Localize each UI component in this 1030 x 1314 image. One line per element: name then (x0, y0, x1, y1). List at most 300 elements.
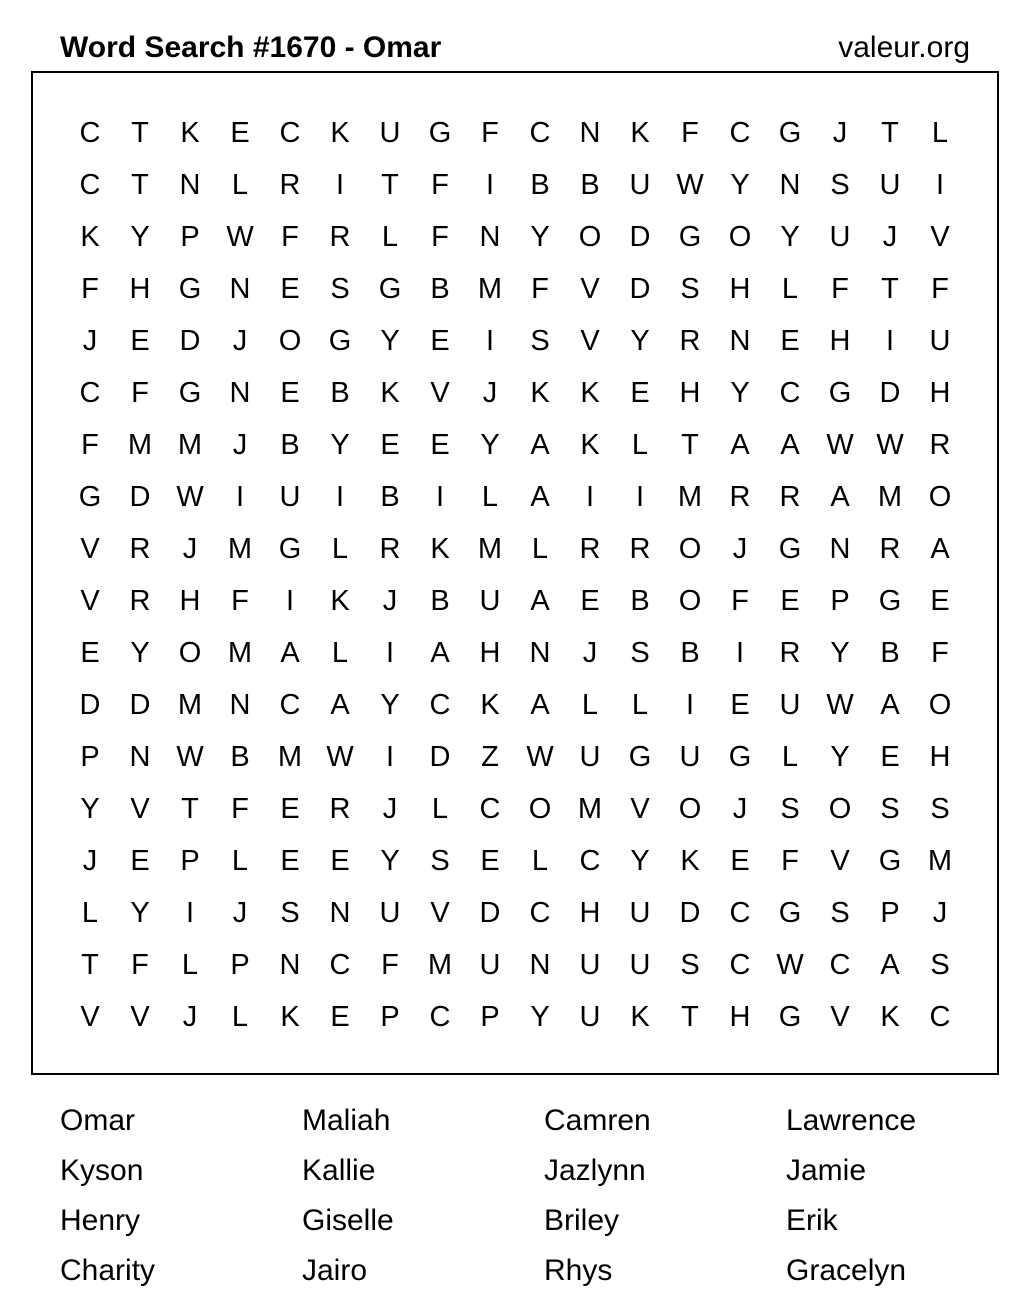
grid-letter[interactable]: F (131, 377, 149, 409)
grid-letter[interactable]: N (229, 689, 251, 721)
grid-letter[interactable]: B (330, 377, 350, 409)
grid-letter[interactable]: L (381, 221, 399, 253)
grid-letter[interactable]: M (877, 481, 903, 513)
grid-letter[interactable]: D (429, 741, 451, 773)
grid-letter[interactable]: W (226, 221, 254, 253)
grid-letter[interactable]: G (878, 845, 902, 877)
grid-letter[interactable]: F (231, 793, 249, 825)
grid-letter[interactable]: F (931, 273, 949, 305)
grid-letter[interactable]: K (330, 585, 350, 617)
grid-letter[interactable]: N (329, 897, 351, 929)
grid-letter[interactable]: L (331, 533, 349, 565)
grid-letter[interactable]: F (731, 585, 749, 617)
grid-letter[interactable]: P (230, 949, 250, 981)
grid-letter[interactable]: E (480, 845, 500, 877)
grid-letter[interactable]: J (182, 533, 198, 565)
grid-letter[interactable]: D (629, 221, 651, 253)
grid-letter[interactable]: F (281, 221, 299, 253)
grid-letter[interactable]: Y (730, 377, 750, 409)
grid-letter[interactable]: O (828, 793, 852, 825)
grid-letter[interactable]: J (232, 897, 248, 929)
grid-letter[interactable]: J (832, 117, 848, 149)
grid-letter[interactable]: E (130, 325, 150, 357)
grid-letter[interactable]: L (531, 845, 549, 877)
grid-letter[interactable]: B (530, 169, 550, 201)
grid-letter[interactable]: W (176, 481, 204, 513)
grid-letter[interactable]: R (579, 533, 601, 565)
grid-letter[interactable]: H (829, 325, 851, 357)
grid-letter[interactable]: P (380, 1001, 400, 1033)
grid-letter[interactable]: F (681, 117, 699, 149)
grid-letter[interactable]: E (430, 325, 450, 357)
grid-letter[interactable]: S (830, 169, 850, 201)
grid-letter[interactable]: N (529, 949, 551, 981)
grid-letter[interactable]: H (179, 585, 201, 617)
grid-letter[interactable]: I (235, 481, 245, 513)
grid-letter[interactable]: U (479, 949, 501, 981)
grid-letter[interactable]: G (328, 325, 352, 357)
grid-letter[interactable]: E (380, 429, 400, 461)
grid-letter[interactable]: W (776, 949, 804, 981)
grid-letter[interactable]: E (880, 741, 900, 773)
grid-letter[interactable]: T (681, 429, 699, 461)
grid-letter[interactable]: U (629, 169, 651, 201)
grid-letter[interactable]: V (430, 377, 450, 409)
grid-letter[interactable]: Y (630, 325, 650, 357)
grid-letter[interactable]: B (630, 585, 650, 617)
grid-letter[interactable]: N (829, 533, 851, 565)
grid-letter[interactable]: O (728, 221, 752, 253)
grid-letter[interactable]: O (928, 689, 952, 721)
grid-letter[interactable]: W (326, 741, 354, 773)
grid-letter[interactable]: C (729, 949, 751, 981)
grid-letter[interactable]: U (679, 741, 701, 773)
grid-letter[interactable]: Y (530, 1001, 550, 1033)
grid-letter[interactable]: C (829, 949, 851, 981)
grid-letter[interactable]: Y (330, 429, 350, 461)
grid-letter[interactable]: E (130, 845, 150, 877)
grid-letter[interactable]: M (127, 429, 153, 461)
grid-letter[interactable]: C (279, 117, 301, 149)
grid-letter[interactable]: O (578, 221, 602, 253)
grid-letter[interactable]: N (129, 741, 151, 773)
grid-letter[interactable]: I (335, 169, 345, 201)
grid-letter[interactable]: U (379, 897, 401, 929)
grid-letter[interactable]: P (80, 741, 100, 773)
grid-letter[interactable]: C (929, 1001, 951, 1033)
grid-letter[interactable]: U (479, 585, 501, 617)
grid-letter[interactable]: I (485, 169, 495, 201)
grid-letter[interactable]: C (529, 897, 551, 929)
grid-letter[interactable]: L (481, 481, 499, 513)
grid-letter[interactable]: C (429, 1001, 451, 1033)
grid-letter[interactable]: K (680, 845, 700, 877)
grid-letter[interactable]: S (930, 949, 950, 981)
grid-letter[interactable]: W (876, 429, 904, 461)
grid-letter[interactable]: Y (380, 689, 400, 721)
grid-letter[interactable]: G (178, 273, 202, 305)
grid-letter[interactable]: L (581, 689, 599, 721)
grid-letter[interactable]: N (279, 949, 301, 981)
grid-letter[interactable]: A (430, 637, 450, 669)
grid-letter[interactable]: V (430, 897, 450, 929)
grid-letter[interactable]: A (530, 689, 550, 721)
grid-letter[interactable]: S (530, 325, 550, 357)
grid-letter[interactable]: W (676, 169, 704, 201)
grid-letter[interactable]: M (927, 845, 953, 877)
grid-letter[interactable]: N (179, 169, 201, 201)
grid-letter[interactable]: I (935, 169, 945, 201)
grid-letter[interactable]: I (185, 897, 195, 929)
grid-letter[interactable]: U (279, 481, 301, 513)
grid-letter[interactable]: R (279, 169, 301, 201)
grid-letter[interactable]: L (531, 533, 549, 565)
grid-letter[interactable]: H (729, 1001, 751, 1033)
grid-letter[interactable]: V (830, 845, 850, 877)
grid-letter[interactable]: J (232, 429, 248, 461)
grid-letter[interactable]: W (826, 429, 854, 461)
grid-letter[interactable]: W (826, 689, 854, 721)
grid-letter[interactable]: T (131, 117, 149, 149)
grid-letter[interactable]: J (232, 325, 248, 357)
grid-letter[interactable]: S (280, 897, 300, 929)
grid-letter[interactable]: O (528, 793, 552, 825)
grid-letter[interactable]: G (778, 897, 802, 929)
grid-letter[interactable]: A (880, 689, 900, 721)
grid-letter[interactable]: G (878, 585, 902, 617)
grid-letter[interactable]: L (631, 429, 649, 461)
grid-letter[interactable]: M (477, 533, 503, 565)
grid-letter[interactable]: F (231, 585, 249, 617)
grid-letter[interactable]: M (177, 429, 203, 461)
grid-letter[interactable]: C (79, 117, 101, 149)
grid-letter[interactable]: K (630, 1001, 650, 1033)
grid-letter[interactable]: R (629, 533, 651, 565)
grid-letter[interactable]: J (382, 585, 398, 617)
grid-letter[interactable]: S (780, 793, 800, 825)
grid-letter[interactable]: A (880, 949, 900, 981)
grid-letter[interactable]: T (881, 117, 899, 149)
grid-letter[interactable]: F (931, 637, 949, 669)
grid-letter[interactable]: O (678, 793, 702, 825)
grid-letter[interactable]: D (129, 689, 151, 721)
grid-letter[interactable]: U (829, 221, 851, 253)
grid-letter[interactable]: U (779, 689, 801, 721)
grid-letter[interactable]: G (828, 377, 852, 409)
grid-letter[interactable]: C (429, 689, 451, 721)
grid-letter[interactable]: G (428, 117, 452, 149)
grid-letter[interactable]: K (380, 377, 400, 409)
grid-letter[interactable]: L (781, 273, 799, 305)
grid-letter[interactable]: I (735, 637, 745, 669)
grid-letter[interactable]: R (129, 533, 151, 565)
grid-letter[interactable]: H (929, 377, 951, 409)
grid-letter[interactable]: J (82, 325, 98, 357)
grid-letter[interactable]: L (631, 689, 649, 721)
grid-letter[interactable]: I (635, 481, 645, 513)
grid-letter[interactable]: G (778, 533, 802, 565)
grid-letter[interactable]: P (180, 221, 200, 253)
grid-letter[interactable]: Y (630, 845, 650, 877)
grid-letter[interactable]: V (630, 793, 650, 825)
grid-letter[interactable]: O (928, 481, 952, 513)
grid-letter[interactable]: U (579, 949, 601, 981)
grid-letter[interactable]: K (330, 117, 350, 149)
grid-letter[interactable]: E (80, 637, 100, 669)
grid-letter[interactable]: I (335, 481, 345, 513)
grid-letter[interactable]: Y (730, 169, 750, 201)
grid-letter[interactable]: W (526, 741, 554, 773)
grid-letter[interactable]: A (930, 533, 950, 565)
grid-letter[interactable]: R (929, 429, 951, 461)
grid-letter[interactable]: H (129, 273, 151, 305)
grid-letter[interactable]: L (781, 741, 799, 773)
grid-letter[interactable]: C (579, 845, 601, 877)
grid-letter[interactable]: L (231, 1001, 249, 1033)
grid-letter[interactable]: T (131, 169, 149, 201)
grid-letter[interactable]: C (779, 377, 801, 409)
grid-letter[interactable]: M (677, 481, 703, 513)
grid-letter[interactable]: U (629, 897, 651, 929)
grid-letter[interactable]: E (730, 845, 750, 877)
grid-letter[interactable]: J (182, 1001, 198, 1033)
grid-letter[interactable]: W (176, 741, 204, 773)
grid-letter[interactable]: N (579, 117, 601, 149)
grid-letter[interactable]: S (630, 637, 650, 669)
grid-letter[interactable]: V (930, 221, 950, 253)
grid-letter[interactable]: P (880, 897, 900, 929)
grid-letter[interactable]: R (779, 481, 801, 513)
grid-letter[interactable]: D (679, 897, 701, 929)
grid-letter[interactable]: D (129, 481, 151, 513)
grid-letter[interactable]: F (381, 949, 399, 981)
grid-letter[interactable]: M (577, 793, 603, 825)
grid-letter[interactable]: F (781, 845, 799, 877)
grid-letter[interactable]: T (181, 793, 199, 825)
grid-letter[interactable]: R (779, 637, 801, 669)
grid-letter[interactable]: R (329, 221, 351, 253)
grid-letter[interactable]: D (629, 273, 651, 305)
grid-letter[interactable]: T (381, 169, 399, 201)
grid-letter[interactable]: L (931, 117, 949, 149)
grid-letter[interactable]: A (530, 585, 550, 617)
grid-letter[interactable]: E (780, 585, 800, 617)
grid-letter[interactable]: S (830, 897, 850, 929)
grid-letter[interactable]: V (80, 533, 100, 565)
grid-letter[interactable]: H (929, 741, 951, 773)
grid-letter[interactable]: I (435, 481, 445, 513)
grid-letter[interactable]: G (278, 533, 302, 565)
grid-letter[interactable]: R (729, 481, 751, 513)
grid-letter[interactable]: J (732, 793, 748, 825)
grid-letter[interactable]: K (530, 377, 550, 409)
grid-letter[interactable]: E (580, 585, 600, 617)
grid-letter[interactable]: H (579, 897, 601, 929)
grid-letter[interactable]: G (378, 273, 402, 305)
grid-letter[interactable]: S (680, 273, 700, 305)
grid-letter[interactable]: A (830, 481, 850, 513)
grid-letter[interactable]: F (81, 429, 99, 461)
grid-letter[interactable]: E (430, 429, 450, 461)
grid-letter[interactable]: E (280, 273, 300, 305)
grid-letter[interactable]: K (580, 377, 600, 409)
grid-letter[interactable]: J (582, 637, 598, 669)
grid-letter[interactable]: T (81, 949, 99, 981)
grid-letter[interactable]: Y (530, 221, 550, 253)
grid-letter[interactable]: J (482, 377, 498, 409)
grid-letter[interactable]: O (678, 533, 702, 565)
grid-letter[interactable]: T (881, 273, 899, 305)
grid-letter[interactable]: A (530, 481, 550, 513)
grid-letter[interactable]: K (80, 221, 100, 253)
grid-letter[interactable]: V (80, 1001, 100, 1033)
grid-letter[interactable]: C (79, 169, 101, 201)
grid-letter[interactable]: S (880, 793, 900, 825)
grid-letter[interactable]: N (229, 377, 251, 409)
grid-letter[interactable]: U (579, 1001, 601, 1033)
grid-letter[interactable]: F (81, 273, 99, 305)
grid-letter[interactable]: I (385, 637, 395, 669)
grid-letter[interactable]: K (480, 689, 500, 721)
grid-letter[interactable]: S (680, 949, 700, 981)
grid-letter[interactable]: V (130, 1001, 150, 1033)
grid-letter[interactable]: K (180, 117, 200, 149)
grid-letter[interactable]: M (227, 533, 253, 565)
grid-letter[interactable]: N (779, 169, 801, 201)
grid-letter[interactable]: E (230, 117, 250, 149)
grid-letter[interactable]: Y (80, 793, 100, 825)
grid-letter[interactable]: J (82, 845, 98, 877)
grid-letter[interactable]: B (880, 637, 900, 669)
grid-letter[interactable]: L (81, 897, 99, 929)
grid-letter[interactable]: A (530, 429, 550, 461)
grid-letter[interactable]: Y (130, 221, 150, 253)
grid-letter[interactable]: B (280, 429, 300, 461)
grid-letter[interactable]: Y (780, 221, 800, 253)
grid-letter[interactable]: D (879, 377, 901, 409)
grid-letter[interactable]: A (280, 637, 300, 669)
grid-letter[interactable]: K (630, 117, 650, 149)
grid-letter[interactable]: L (181, 949, 199, 981)
grid-letter[interactable]: V (80, 585, 100, 617)
grid-letter[interactable]: I (685, 689, 695, 721)
grid-letter[interactable]: J (932, 897, 948, 929)
grid-letter[interactable]: D (179, 325, 201, 357)
grid-letter[interactable]: R (129, 585, 151, 617)
grid-letter[interactable]: Y (480, 429, 500, 461)
grid-letter[interactable]: E (780, 325, 800, 357)
grid-letter[interactable]: L (231, 169, 249, 201)
grid-letter[interactable]: M (477, 273, 503, 305)
grid-letter[interactable]: N (529, 637, 551, 669)
grid-letter[interactable]: F (531, 273, 549, 305)
grid-letter[interactable]: B (680, 637, 700, 669)
grid-letter[interactable]: Y (830, 741, 850, 773)
grid-letter[interactable]: O (178, 637, 202, 669)
grid-letter[interactable]: M (277, 741, 303, 773)
grid-letter[interactable]: G (778, 1001, 802, 1033)
grid-letter[interactable]: U (579, 741, 601, 773)
grid-letter[interactable]: P (830, 585, 850, 617)
grid-letter[interactable]: R (679, 325, 701, 357)
grid-letter[interactable]: H (479, 637, 501, 669)
grid-letter[interactable]: V (830, 1001, 850, 1033)
grid-letter[interactable]: E (280, 845, 300, 877)
grid-letter[interactable]: S (930, 793, 950, 825)
grid-letter[interactable]: R (379, 533, 401, 565)
grid-letter[interactable]: I (285, 585, 295, 617)
grid-letter[interactable]: R (879, 533, 901, 565)
grid-letter[interactable]: K (880, 1001, 900, 1033)
grid-letter[interactable]: F (431, 221, 449, 253)
grid-letter[interactable]: C (329, 949, 351, 981)
grid-letter[interactable]: E (630, 377, 650, 409)
grid-letter[interactable]: H (729, 273, 751, 305)
grid-letter[interactable]: O (278, 325, 302, 357)
grid-letter[interactable]: M (227, 637, 253, 669)
grid-letter[interactable]: L (231, 845, 249, 877)
grid-letter[interactable]: K (580, 429, 600, 461)
grid-letter[interactable]: Y (380, 845, 400, 877)
grid-letter[interactable]: C (529, 117, 551, 149)
grid-letter[interactable]: S (430, 845, 450, 877)
grid-letter[interactable]: V (130, 793, 150, 825)
grid-letter[interactable]: C (79, 377, 101, 409)
grid-letter[interactable]: S (330, 273, 350, 305)
grid-letter[interactable]: Y (130, 637, 150, 669)
grid-letter[interactable]: J (732, 533, 748, 565)
grid-letter[interactable]: I (885, 325, 895, 357)
grid-letter[interactable]: U (379, 117, 401, 149)
grid-letter[interactable]: M (427, 949, 453, 981)
grid-letter[interactable]: Y (830, 637, 850, 669)
grid-letter[interactable]: Z (481, 741, 499, 773)
grid-letter[interactable]: C (479, 793, 501, 825)
grid-letter[interactable]: C (729, 117, 751, 149)
grid-letter[interactable]: N (479, 221, 501, 253)
grid-letter[interactable]: C (729, 897, 751, 929)
grid-letter[interactable]: G (778, 117, 802, 149)
grid-letter[interactable]: D (79, 689, 101, 721)
grid-letter[interactable]: K (280, 1001, 300, 1033)
grid-letter[interactable]: B (430, 585, 450, 617)
grid-letter[interactable]: E (930, 585, 950, 617)
grid-letter[interactable]: G (728, 741, 752, 773)
grid-letter[interactable]: N (729, 325, 751, 357)
grid-letter[interactable]: C (279, 689, 301, 721)
grid-letter[interactable]: L (331, 637, 349, 669)
grid-letter[interactable]: Y (380, 325, 400, 357)
grid-letter[interactable]: L (431, 793, 449, 825)
grid-letter[interactable]: A (330, 689, 350, 721)
grid-letter[interactable]: T (681, 1001, 699, 1033)
grid-letter[interactable]: R (329, 793, 351, 825)
grid-letter[interactable]: E (730, 689, 750, 721)
grid-letter[interactable]: N (229, 273, 251, 305)
grid-letter[interactable]: U (629, 949, 651, 981)
grid-letter[interactable]: V (580, 273, 600, 305)
grid-letter[interactable]: P (180, 845, 200, 877)
grid-letter[interactable]: K (430, 533, 450, 565)
grid-letter[interactable]: G (78, 481, 102, 513)
grid-letter[interactable]: I (385, 741, 395, 773)
grid-letter[interactable]: D (479, 897, 501, 929)
grid-letter[interactable]: E (330, 1001, 350, 1033)
grid-letter[interactable]: P (480, 1001, 500, 1033)
grid-letter[interactable]: O (678, 585, 702, 617)
grid-letter[interactable]: B (430, 273, 450, 305)
grid-letter[interactable]: I (585, 481, 595, 513)
